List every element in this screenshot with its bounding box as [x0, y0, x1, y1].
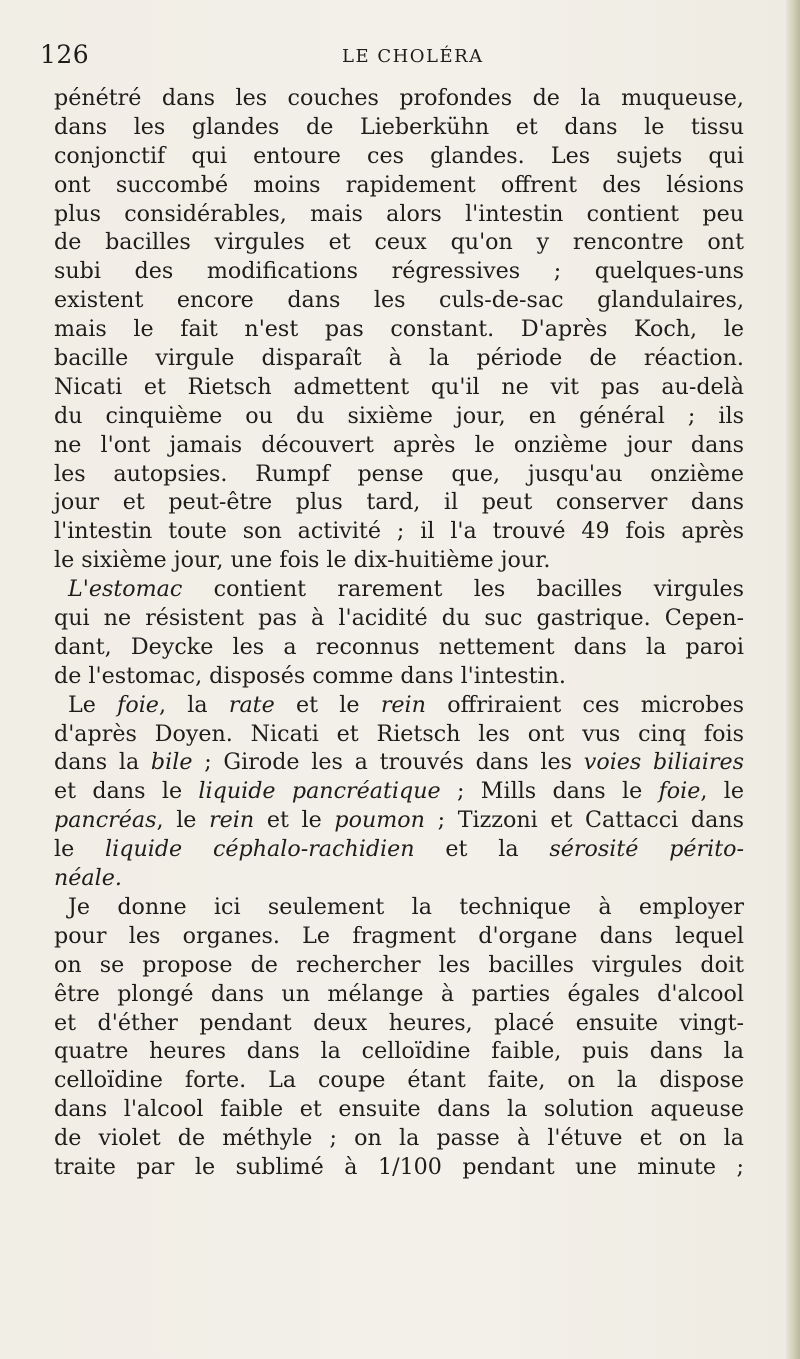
italic-term: liquide céphalo-rachidien	[105, 836, 415, 863]
text-line	[54, 777, 744, 806]
italic-term: foie	[658, 778, 701, 805]
text-line: de violet de méthyle ; on la passe à l'étuve et on la	[54, 1125, 744, 1152]
text-line: qui ne résistent pas à l'acidité du suc gastrique. Cepen-	[54, 605, 744, 632]
text-line: l'intestin toute son activité ; il l'a trouvé 49 fois après	[54, 518, 744, 545]
text-line: d'après Doyen. Nicati et Rietsch les ont vus cinq fois	[54, 720, 744, 747]
text-line: le sixième jour, une fois le dix-huitième jour.	[54, 547, 551, 574]
italic-term: bile	[150, 749, 193, 776]
text-run: ; Tizzoni et Cattacci dans	[424, 807, 744, 834]
text-line: dans l'alcool faible et ensuite dans la solution aqueuse	[54, 1096, 744, 1123]
text-line: ne l'ont jamais découvert après le onzième jour dans	[54, 431, 744, 458]
text-line: du cinquième ou du sixième jour, en général ; ils	[54, 402, 744, 429]
text-line	[54, 691, 744, 720]
italic-term: sérosité périto-	[549, 836, 745, 863]
text-line: quatre heures dans la celloïdine faible, puis dans la	[54, 1038, 744, 1065]
italic-term: L'estomac	[68, 576, 183, 603]
running-title: LE CHOLÉRA	[342, 46, 484, 67]
text-line: pénétré dans les couches profondes de la muqueuse,	[54, 85, 744, 111]
text-line: existent encore dans les culs-de-sac glandulaires,	[54, 287, 744, 314]
text-line: dans les glandes de Lieberkühn et dans le tissu	[54, 113, 744, 140]
italic-term: liquide pancréatique	[198, 778, 441, 805]
text-run: dans la	[54, 749, 151, 776]
text-run: et le	[274, 691, 381, 718]
text-run: , le	[700, 778, 744, 805]
text-line: bacille virgule disparaît à la période de réaction.	[54, 345, 744, 372]
text-line: dant, Deycke les a reconnus nettement dans la paroi	[54, 633, 744, 660]
body-text	[54, 84, 744, 1182]
text-line	[54, 864, 744, 893]
text-run: et la	[414, 836, 550, 863]
page-header	[40, 40, 740, 80]
text-run: contient rarement les bacilles virgules	[182, 576, 744, 603]
text-run: offriraient ces microbes	[425, 691, 745, 718]
text-run: Le	[68, 691, 118, 718]
text-line: conjonctif qui entoure ces glandes. Les sujets qui	[54, 142, 744, 169]
text-line: subi des modifications régressives ; quelques-uns	[54, 258, 744, 285]
italic-term: poumon	[334, 807, 425, 834]
text-run: le	[54, 836, 106, 863]
text-line: ont succombé moins rapidement offrent des lésions	[54, 171, 744, 198]
italic-term: pancréas	[54, 807, 157, 834]
text-line: mais le fait n'est pas constant. D'après Koch, le	[54, 316, 744, 343]
text-line: être plongé dans un mélange à parties égales d'alcool	[54, 980, 744, 1007]
text-line: jour et peut-être plus tard, il peut conserver dans	[54, 489, 744, 516]
text-line	[54, 835, 744, 864]
italic-term: rein	[380, 691, 426, 718]
text-line: et d'éther pendant deux heures, placé ensuite vingt-	[54, 1009, 744, 1036]
page-number: 126	[40, 40, 90, 69]
text-run: ; Mills dans le	[440, 778, 659, 805]
text-line: traite par le sublimé à 1/100 pendant une minute ;	[54, 1153, 744, 1180]
page-edge-shadow	[786, 0, 800, 1359]
text-line: plus considérables, mais alors l'intestin contient peu	[54, 200, 744, 227]
text-line	[54, 806, 744, 835]
text-line: celloïdine forte. La coupe étant faite, on la dispose	[54, 1067, 744, 1094]
italic-term: rate	[228, 691, 275, 718]
text-line: Je donne ici seulement la technique à employer	[68, 893, 744, 920]
text-run: , le	[156, 807, 210, 834]
italic-term: rein	[209, 807, 255, 834]
text-line: les autopsies. Rumpf pense que, jusqu'au onzième	[54, 460, 744, 487]
text-line: de l'estomac, disposés comme dans l'intestin.	[54, 662, 566, 689]
text-run: et dans le	[54, 778, 199, 805]
text-run: , la	[158, 691, 229, 718]
text-line: Nicati et Rietsch admettent qu'il ne vit pas au-delà	[54, 373, 744, 400]
text-line: de bacilles virgules et ceux qu'on y rencontre ont	[54, 229, 744, 256]
text-line: on se propose de rechercher les bacilles virgules doit	[54, 951, 744, 978]
italic-term: voies biliaires	[583, 749, 744, 776]
text-line: pour les organes. Le fragment d'organe dans lequel	[54, 922, 744, 949]
text-line	[54, 748, 744, 777]
text-run: et le	[254, 807, 335, 834]
text-line	[54, 575, 744, 604]
italic-term: foie	[117, 691, 159, 718]
italic-term: néale.	[54, 865, 122, 892]
text-run: ; Girode les a trouvés dans les	[192, 749, 584, 776]
